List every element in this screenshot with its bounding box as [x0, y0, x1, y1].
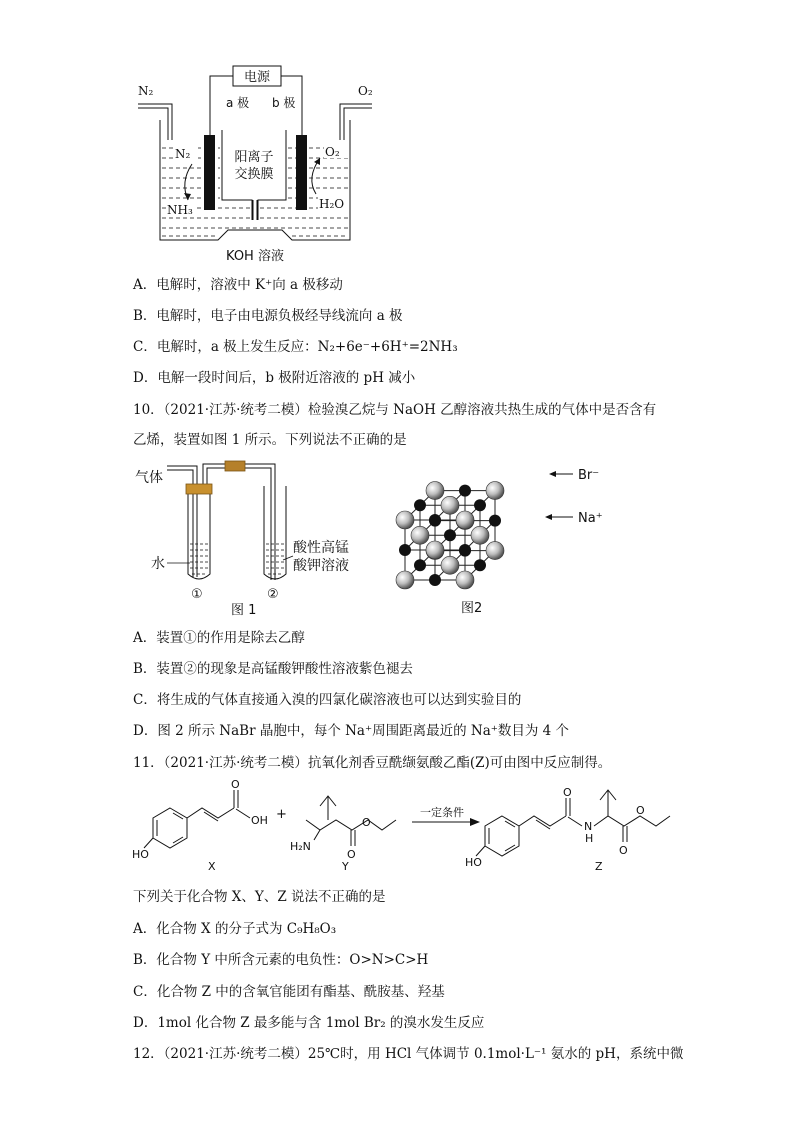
- q9-option-b: B．电解时，电子由电源负极经导线流向 a 极: [133, 308, 403, 324]
- br-ion: [486, 482, 504, 500]
- z-ho: HO: [465, 856, 482, 869]
- rubber-connector: [225, 461, 245, 471]
- q10-stem-line-2: 乙烯，装置如图 1 所示。下列说法不正确的是: [133, 432, 407, 448]
- y-carbonyl-o: O: [347, 848, 356, 861]
- nabr-unit-cell-figure: [385, 455, 615, 620]
- q11-question: 下列关于化合物 X、Y、Z 说法不正确的是: [133, 889, 386, 905]
- na-ion: [429, 514, 441, 526]
- electrode-a: [204, 135, 215, 210]
- right-h2o-label: H₂O: [319, 197, 345, 211]
- x-o: O: [231, 778, 240, 791]
- gas-label: 气体: [135, 470, 163, 486]
- q9-option-d: D．电解一段时间后，b 极附近溶液的 pH 减小: [133, 370, 416, 386]
- right-o2-label: O₂: [325, 145, 340, 159]
- na-ion: [414, 499, 426, 511]
- na-ion: [429, 574, 441, 586]
- q11-option-d: D．1mol 化合物 Z 最多能与含 1mol Br₂ 的溴水发生反应: [133, 1015, 485, 1031]
- z-h: H: [585, 832, 594, 845]
- br-ion: [426, 482, 444, 500]
- x-oh: OH: [251, 814, 268, 827]
- koh-solution-label: KOH 溶液: [226, 249, 284, 264]
- electrode-b-label: b 极: [272, 96, 296, 110]
- q11-option-b: B．化合物 Y 中所含元素的电负性：O>N>C>H: [133, 952, 429, 968]
- q9-option-c: C．电解时，a 极上发生反应：N₂+6e⁻+6H⁺=2NH₃: [133, 339, 458, 355]
- plus-sign: +: [276, 807, 287, 822]
- power-label: 电源: [243, 70, 271, 85]
- br-ion: [441, 496, 459, 514]
- reagent-label-1: 酸性高锰: [293, 540, 349, 556]
- br-ion: [396, 571, 414, 589]
- na-ion: [474, 559, 486, 571]
- tube-2-label: ②: [267, 587, 279, 602]
- o2-outlet-label: O₂: [358, 84, 373, 98]
- water-label: 水: [151, 556, 165, 572]
- q10-option-c: C．将生成的气体直接通入溴的四氯化碳溶液也可以达到实验目的: [133, 692, 522, 708]
- figure-2-caption: 图2: [461, 601, 483, 616]
- br-ion: [456, 511, 474, 529]
- x-ho: HO: [132, 848, 149, 861]
- na-ion: [444, 529, 456, 541]
- label-z: Z: [595, 860, 603, 873]
- na-ion-label: Na⁺: [578, 511, 603, 526]
- z-carbonyl-o: O: [619, 844, 628, 857]
- q10-stem-line-1: 10．（2021·江苏·统考二模）检验溴乙烷与 NaOH 乙醇溶液共热生成的气体中是否含有: [133, 402, 657, 418]
- label-x: X: [208, 860, 216, 873]
- q12-stem: 12．（2021·江苏·统考二模）25℃时，用 HCl 气体调节 0.1mol·L⁻¹ 氨水的 pH，系统中微: [133, 1046, 684, 1062]
- q9-option-a: A．电解时，溶液中 K⁺向 a 极移动: [133, 277, 343, 293]
- left-nh3-label: NH₃: [167, 203, 193, 217]
- br-ion-label: Br⁻: [578, 468, 600, 483]
- y-ester-o: O: [362, 816, 371, 829]
- q11-option-c: C．化合物 Z 中的含氧官能团有酯基、酰胺基、羟基: [133, 984, 445, 1000]
- na-ion: [399, 544, 411, 556]
- electrode-a-label: a 极: [226, 96, 250, 110]
- na-ion: [489, 515, 501, 527]
- na-ion: [459, 485, 471, 497]
- na-ion: [414, 559, 426, 571]
- gas-test-apparatus-figure: [133, 452, 373, 617]
- reaction-scheme: [130, 778, 700, 878]
- n2-inlet-label: N₂: [138, 84, 154, 98]
- br-ion: [426, 541, 444, 559]
- q10-option-a: A．装置①的作用是除去乙醇: [133, 630, 305, 646]
- stopper-1: [186, 484, 212, 494]
- z-n: N: [584, 820, 593, 833]
- br-ion: [471, 526, 489, 544]
- q10-option-d: D．图 2 所示 NaBr 晶胞中，每个 Na⁺周围距离最近的 Na⁺数目为 4 个: [133, 723, 570, 739]
- label-y: Y: [342, 860, 349, 873]
- figure-1-caption: 图 1: [231, 603, 257, 617]
- q11-stem: 11．（2021·江苏·统考二模）抗氧化剂香豆酰缬氨酸乙酯(Z)可由图中反应制得。: [133, 755, 612, 771]
- br-ion: [441, 556, 459, 574]
- membrane-label-2: 交换膜: [234, 167, 274, 182]
- electrolysis-diagram: [130, 60, 390, 270]
- br-ion: [486, 542, 504, 560]
- br-ion: [456, 571, 474, 589]
- br-ion: [411, 526, 429, 544]
- br-ion: [396, 511, 414, 529]
- membrane-label-1: 阳离子: [234, 150, 274, 165]
- electrode-b: [296, 135, 307, 210]
- z-amide-o: O: [563, 786, 572, 799]
- reagent-label-2: 酸钾溶液: [293, 558, 349, 574]
- q10-option-b: B．装置②的现象是高锰酸钾酸性溶液紫色褪去: [133, 661, 413, 677]
- reaction-condition: 一定条件: [420, 806, 464, 819]
- z-ester-o: O: [636, 804, 645, 817]
- na-ion: [474, 499, 486, 511]
- na-ion: [459, 544, 471, 556]
- left-n2-label: N₂: [175, 147, 191, 161]
- y-h2n: H₂N: [290, 840, 311, 853]
- tube-1-label: ①: [191, 587, 203, 602]
- q11-option-a: A．化合物 X 的分子式为 C₉H₈O₃: [133, 921, 337, 937]
